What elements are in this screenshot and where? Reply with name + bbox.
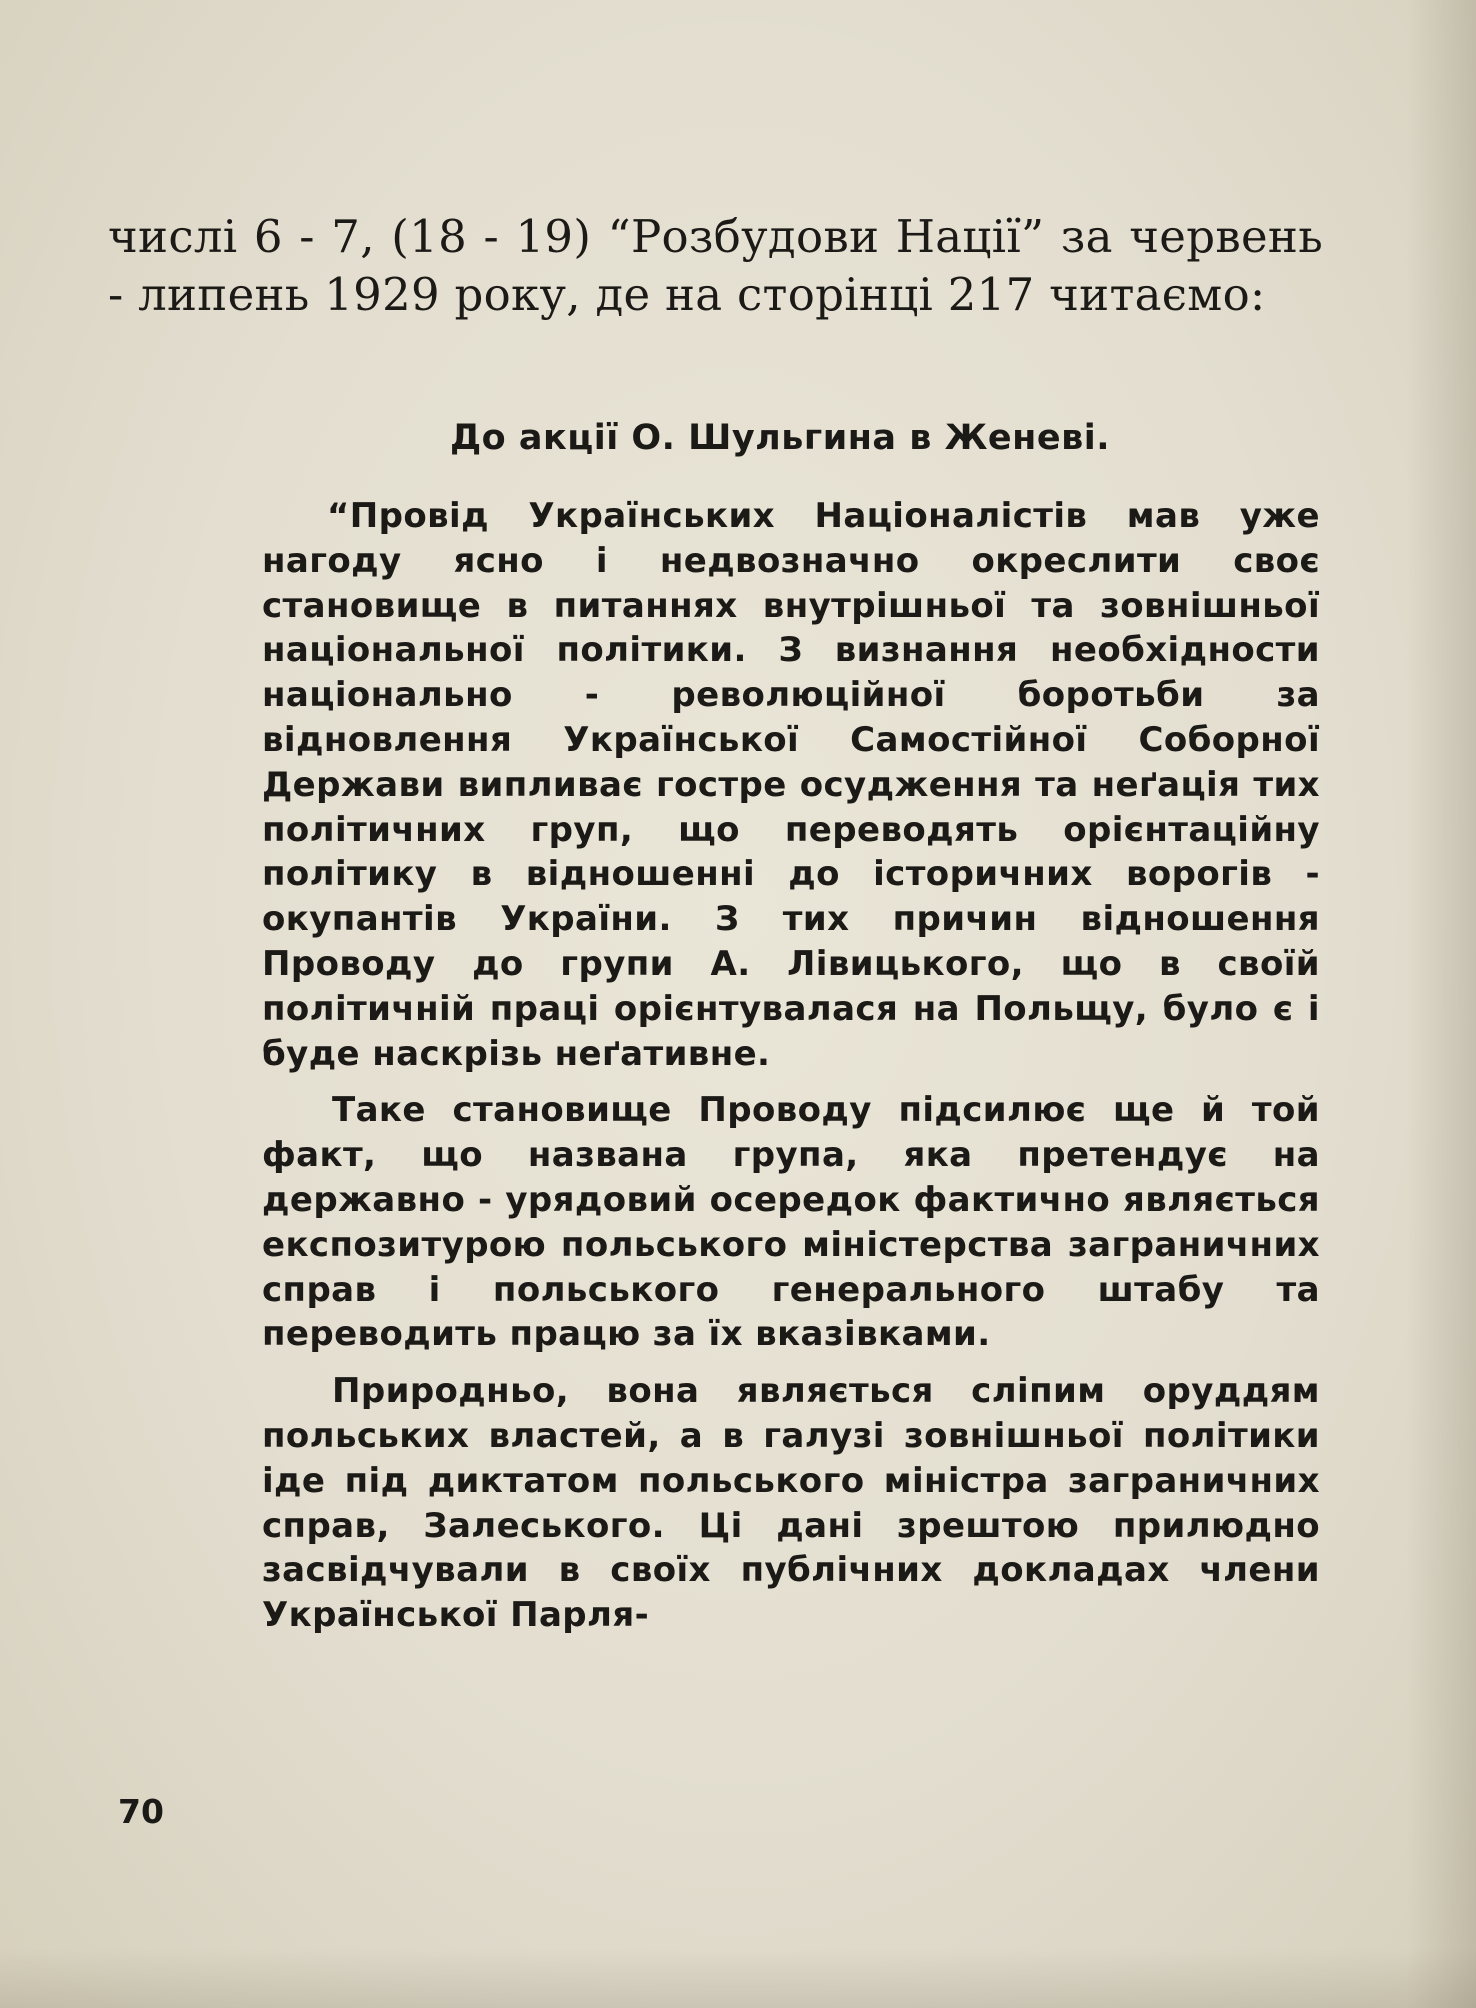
page-edge-shadow-bottom — [0, 1948, 1476, 2008]
intro-paragraph: числі 6 - 7, (18 - 19) “Розбудови Нації” за червень - липень 1929 року, де на сторінці 217 читаємо: — [108, 210, 1323, 321]
quote-paragraph-1: “Провід Українських Націоналістів мав уже нагоду ясно і недвозначно окреслити своє становище в питаннях внутрішньої та зовнішньої національної політики. З визнання необхідности національно - революційної боротьби за відновлення Української Самостійної Соборної Держави випливає гостре осудження та неґація тих політичних груп, що переводять орієнтаційну політику в відношенні до історичних ворогів - окупантів України. З тих причин відношення Проводу до групи А. Лівицького, що в своїй політичній праці орієнтувалася на Польщу, було є і буде наскрізь неґативне. — [262, 496, 1320, 1074]
page-edge-shadow-right — [1406, 0, 1476, 2008]
quote-paragraph-3: Природньо, вона являється сліпим оруддям польських властей, а в галузі зовнішньої політики іде під диктатом польського міністра заграничних справ, Залеського. Ці дані зрештою прилюдно засвідчували в своїх публічних докладах члени Української Парля- — [262, 1371, 1320, 1636]
quoted-text-block — [262, 494, 1320, 1638]
section-heading: До акції О. Шульгина в Женеві. — [449, 418, 1111, 458]
quote-paragraph-2: Таке становище Проводу підсилює ще й той факт, що названа група, яка претендує на державно - урядовий осередок фактично являється експозитурою польського міністерства заграничних справ і польського генерального штабу та переводить працю за їх вказівками. — [262, 1090, 1320, 1355]
page-number: 70 — [118, 1792, 164, 1831]
